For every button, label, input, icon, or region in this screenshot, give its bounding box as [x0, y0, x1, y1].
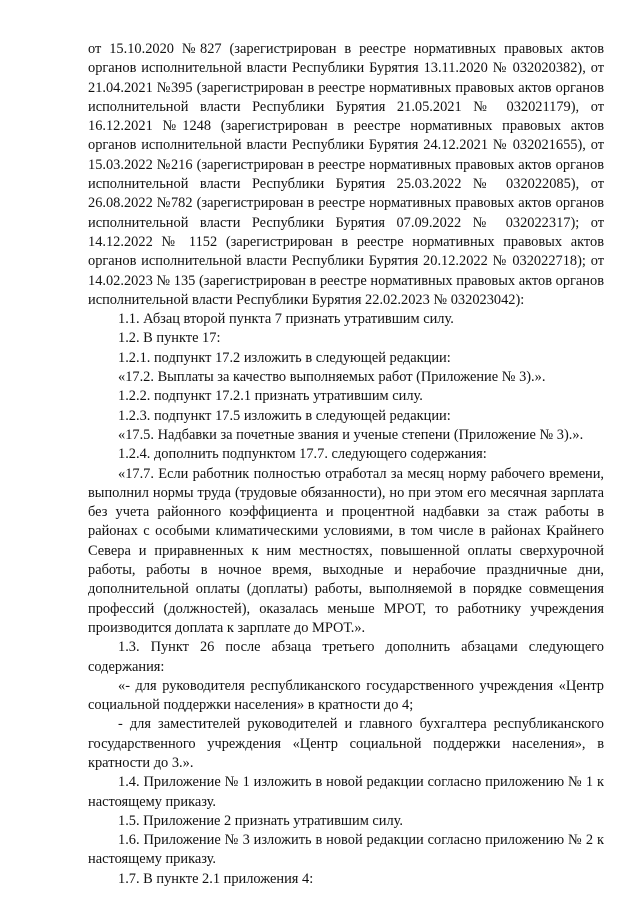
paragraph-1-4: 1.4. Приложение № 1 изложить в новой редакции согласно приложению № 1 к настоящему приказу. — [88, 774, 604, 810]
paragraph-1-6: 1.6. Приложение № 3 изложить в новой редакции согласно приложению № 2 к настоящему приказу. — [88, 832, 604, 868]
paragraph-1-7: 1.7. В пункте 2.1 приложения 4: — [118, 870, 314, 887]
paragraph-17-2-quote: «17.2. Выплаты за качество выполняемых работ (Приложение № 3).». — [118, 369, 546, 386]
paragraph-17-5-quote: «17.5. Надбавки за почетные звания и ученые степени (Приложение № 3).». — [118, 426, 584, 443]
paragraph-1-1: 1.1. Абзац второй пункта 7 признать утратившим силу. — [118, 311, 454, 328]
document-body — [88, 40, 604, 889]
paragraph-1-2-4: 1.2.4. дополнить подпунктом 17.7. следующего содержания: — [118, 446, 487, 463]
paragraph-1-2: 1.2. В пункте 17: — [118, 330, 221, 347]
paragraph-17-7-quote: «17.7. Если работник полностью отработал за месяц норму рабочего времени, выполнил нормы труда (трудовые обязанности), но при этом его месячная зарплата без учета районного коэффициента и процентной надбавки за стаж работы в районах с особыми климатическими условиями, в том числе в районах Крайнего Севера и приравненных к ним местностях, повышенной оплаты сверхурочной работы, работы в ночное время, выходные и нерабочие праздничные дни, дополнительной оплаты (доплаты) работы, выполняемой в порядке совмещения профессий (должностей), оказалась меньше МРОТ, то работнику учреждения производится доплата к зарплате до МРОТ.». — [88, 465, 604, 636]
paragraph-head-multiplier: «- для руководителя республиканского государственного учреждения «Центр социальной поддержки населения» в кратности до 4; — [88, 677, 604, 714]
paragraph-1-2-1: 1.2.1. подпункт 17.2 изложить в следующей редакции: — [118, 349, 451, 366]
paragraph-deputy-multiplier: - для заместителей руководителей и главного бухгалтера республиканского государственного учреждения «Центр социальной поддержки населения», в кратности до 3.». — [88, 716, 604, 771]
paragraph-1-2-3: 1.2.3. подпункт 17.5 изложить в следующей редакции: — [118, 407, 451, 424]
paragraph-1-3: 1.3. Пункт 26 после абзаца третьего дополнить абзацами следующего содержания: — [88, 639, 604, 675]
paragraph-1-2-2: 1.2.2. подпункт 17.2.1 признать утратившим силу. — [118, 388, 423, 405]
paragraph-1-5: 1.5. Приложение 2 признать утратившим силу. — [118, 812, 404, 829]
paragraph-amendments-list: от 15.10.2020 №827 (зарегистрирован в реестре нормативных правовых актов органов исполнительной власти Республики Бурятия 13.11.2020 № 032020382), от 21.04.2021 №395 (зарегистрирован в реестре нормативных правовых актов органов исполнительной власти Республики Бурятия 21.05.2021 № 032021179), от 16.12.2021 №1248 (зарегистрирован в реестре нормативных правовых актов органов исполнительной власти Республики Бурятия 24.12.2021 № 032021655), от 15.03.2022 №216 (зарегистрирован в реестре нормативных правовых актов органов исполнительной власти Республики Бурятия 25.03.2022 № 032022085), от 26.08.2022 №782 (зарегистрирован в реестре нормативных правовых актов органов исполнительной власти Республики Бурятия 07.09.2022 № 032022317); от 14.12.2022 № 1152 (зарегистрирован в реестре нормативных правовых актов органов исполнительной власти Республики Бурятия 20.12.2022 № 032022718); от 14.02.2023 № 135 (зарегистрирован в реестре нормативных правовых актов органов исполнительной власти Республики Бурятия 22.02.2023 № 032023042): — [88, 41, 604, 308]
